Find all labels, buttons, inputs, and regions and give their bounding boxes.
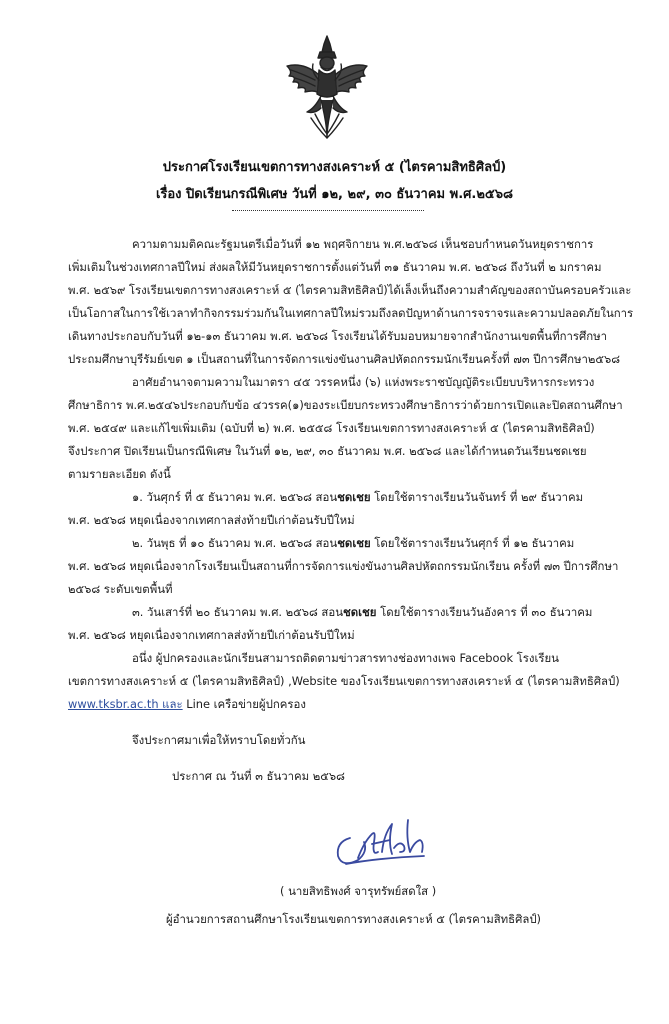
title-dotted-divider xyxy=(232,210,424,211)
paragraph-2-line: พ.ศ. ๒๕๔๙ และแก้ไขเพิ่มเติม (ฉบับที่ ๒) พ.ศ. ๒๕๕๘ โรงเรียนเขตการทางสงเคราะห์ ๕ (ไตรคามสิทธิศิลป์) xyxy=(68,421,595,435)
item-2-reason-cont: ๒๕๖๘ ระดับเขตพื้นที่ xyxy=(68,582,173,596)
item-2-date: ๒. วันพุธ ที่ ๑๐ ธันวาคม พ.ศ. ๒๕๖๘ สอน xyxy=(132,536,338,550)
paragraph-3-line: เขตการทางสงเคราะห์ ๕ (ไตรคามสิทธิศิลป์) ,Website ของโรงเรียนเขตการทางสงเคราะห์ ๕ (ไตรคามสิทธิศิลป์) xyxy=(68,674,620,688)
schedule-item-2 xyxy=(132,536,574,550)
garuda-emblem-icon xyxy=(281,34,373,142)
item-1-date: ๑. วันศุกร์ ที่ ๕ ธันวาคม พ.ศ. ๒๕๖๘ สอน xyxy=(132,490,338,504)
item-3-makeup-label: ชดเชย xyxy=(343,605,377,619)
item-3-date: ๓. วันเสาร์ที่ ๒๐ ธันวาคม พ.ศ. ๒๕๖๘ สอน xyxy=(132,605,344,619)
school-website-link[interactable]: www.tksbr.ac.th และ xyxy=(68,697,183,711)
paragraph-1-line: เพิ่มเติมในช่วงเทศกาลปีใหม่ ส่งผลให้มีวันหยุดราชการตั้งแต่วันที่ ๓๑ ธันวาคม พ.ศ. ๒๕๖๘ ถึงวันที่ ๒ มกราคม xyxy=(68,260,602,274)
paragraph-1-line: พ.ศ. ๒๕๖๙ โรงเรียนเขตการทางสงเคราะห์ ๕ (ไตรคามสิทธิศิลป์)ได้เล็งเห็นถึงความสำคัญของสถาบันครอบครัวและ xyxy=(68,283,632,297)
item-1-makeup-label: ชดเชย xyxy=(337,490,371,504)
paragraph-1-line: ความตามมติคณะรัฐมนตรีเมื่อวันที่ ๑๒ พฤศจิกายน พ.ศ.๒๕๖๘ เห็นชอบกำหนดวันหยุดราชการ xyxy=(132,237,594,251)
paragraph-3-line: อนึ่ง ผู้ปกครองและนักเรียนสามารถติดตามข่าวสารทางช่องทางเพจ Facebook โรงเรียน xyxy=(132,651,559,665)
announcement-date: ประกาศ ณ วันที่ ๓ ธันวาคม ๒๕๖๘ xyxy=(172,769,345,783)
closing-statement: จึงประกาศมาเพื่อให้ทราบโดยทั่วกัน xyxy=(132,733,306,747)
paragraph-2-line: ศึกษาธิการ พ.ศ.๒๕๔๖ประกอบกับข้อ ๔วรรค(๑)ของระเบียบกระทรวงศึกษาธิการว่าด้วยการเปิดและปิดสถานศึกษา xyxy=(68,398,623,412)
item-3-reason: พ.ศ. ๒๕๖๘ หยุดเนื่องจากเทศกาลส่งท้ายปีเก่าต้อนรับปีใหม่ xyxy=(68,628,355,642)
handwritten-signature-icon xyxy=(328,812,440,876)
signer-position: ผู้อำนวยการสถานศึกษาโรงเรียนเขตการทางสงเคราะห์ ๕ (ไตรคามสิทธิศิลป์) xyxy=(166,912,542,926)
line-channel-text: Line เครือข่ายผู้ปกครอง xyxy=(182,697,306,711)
paragraph-1-line: ประถมศึกษาบุรีรัมย์เขต ๑ เป็นสถานที่ในการจัดการแข่งขันงานศิลปหัตถกรรมนักเรียนครั้งที่ ๗๓ ปีการศึกษา๒๕๖๘ xyxy=(68,352,621,366)
announcement-title: ประกาศโรงเรียนเขตการทางสงเคราะห์ ๕ (ไตรคามสิทธิศิลป์) xyxy=(162,160,507,175)
item-2-detail: โดยใช้ตารางเรียนวันศุกร์ ที่ ๑๒ ธันวาคม xyxy=(370,536,575,550)
item-1-reason: พ.ศ. ๒๕๖๘ หยุดเนื่องจากเทศกาลส่งท้ายปีเก่าต้อนรับปีใหม่ xyxy=(68,513,355,527)
signer-name: ( นายสิทธิพงศ์ จารุทรัพย์สดใส ) xyxy=(280,884,437,898)
item-2-makeup-label: ชดเชย xyxy=(337,536,371,550)
schedule-item-1 xyxy=(132,490,583,504)
schedule-item-3 xyxy=(132,605,592,619)
paragraph-2-line: จึงประกาศ ปิดเรียนเป็นกรณีพิเศษ ในวันที่ ๑๒, ๒๙, ๓๐ ธันวาคม พ.ศ. ๒๕๖๘ และได้กำหนดวันเรียนชดเชย xyxy=(68,444,587,458)
announcement-subject: เรื่อง ปิดเรียนกรณีพิเศษ วันที่ ๑๒, ๒๙, ๓๐ ธันวาคม พ.ศ.๒๕๖๘ xyxy=(155,187,514,202)
paragraph-1-line: เดินทางประกอบกับวันที่ ๑๒-๑๓ ธันวาคม พ.ศ. ๒๕๖๘ โรงเรียนได้รับมอบหมายจากสำนักงานเขตพื้นที่การศึกษา xyxy=(68,329,608,343)
item-1-detail: โดยใช้ตารางเรียนวันจันทร์ ที่ ๒๙ ธันวาคม xyxy=(370,490,584,504)
item-3-detail: โดยใช้ตารางเรียนวันอังคาร ที่ ๓๐ ธันวาคม xyxy=(376,605,593,619)
paragraph-2-line: อาศัยอำนาจตามความในมาตรา ๔๕ วรรคหนึ่ง (๖) แห่งพระราชบัญญัติระเบียบบริหารกระทรวง xyxy=(132,375,595,389)
paragraph-3-contact-line xyxy=(68,697,306,711)
item-2-reason: พ.ศ. ๒๕๖๘ หยุดเนื่องจากโรงเรียนเป็นสถานที่การจัดการแข่งขันงานศิลปหัตถกรรมนักเรียน ครั้งที่ ๗๓ ปีการศึกษา xyxy=(68,559,619,573)
paragraph-2-line: ตามรายละเอียด ดังนี้ xyxy=(68,467,171,481)
paragraph-1-line: เป็นโอกาสในการใช้เวลาทำกิจกรรมร่วมกันในเทศกาลปีใหม่รวมถึงลดปัญหาด้านการจราจรและความปลอดภัยในการ xyxy=(68,306,634,320)
